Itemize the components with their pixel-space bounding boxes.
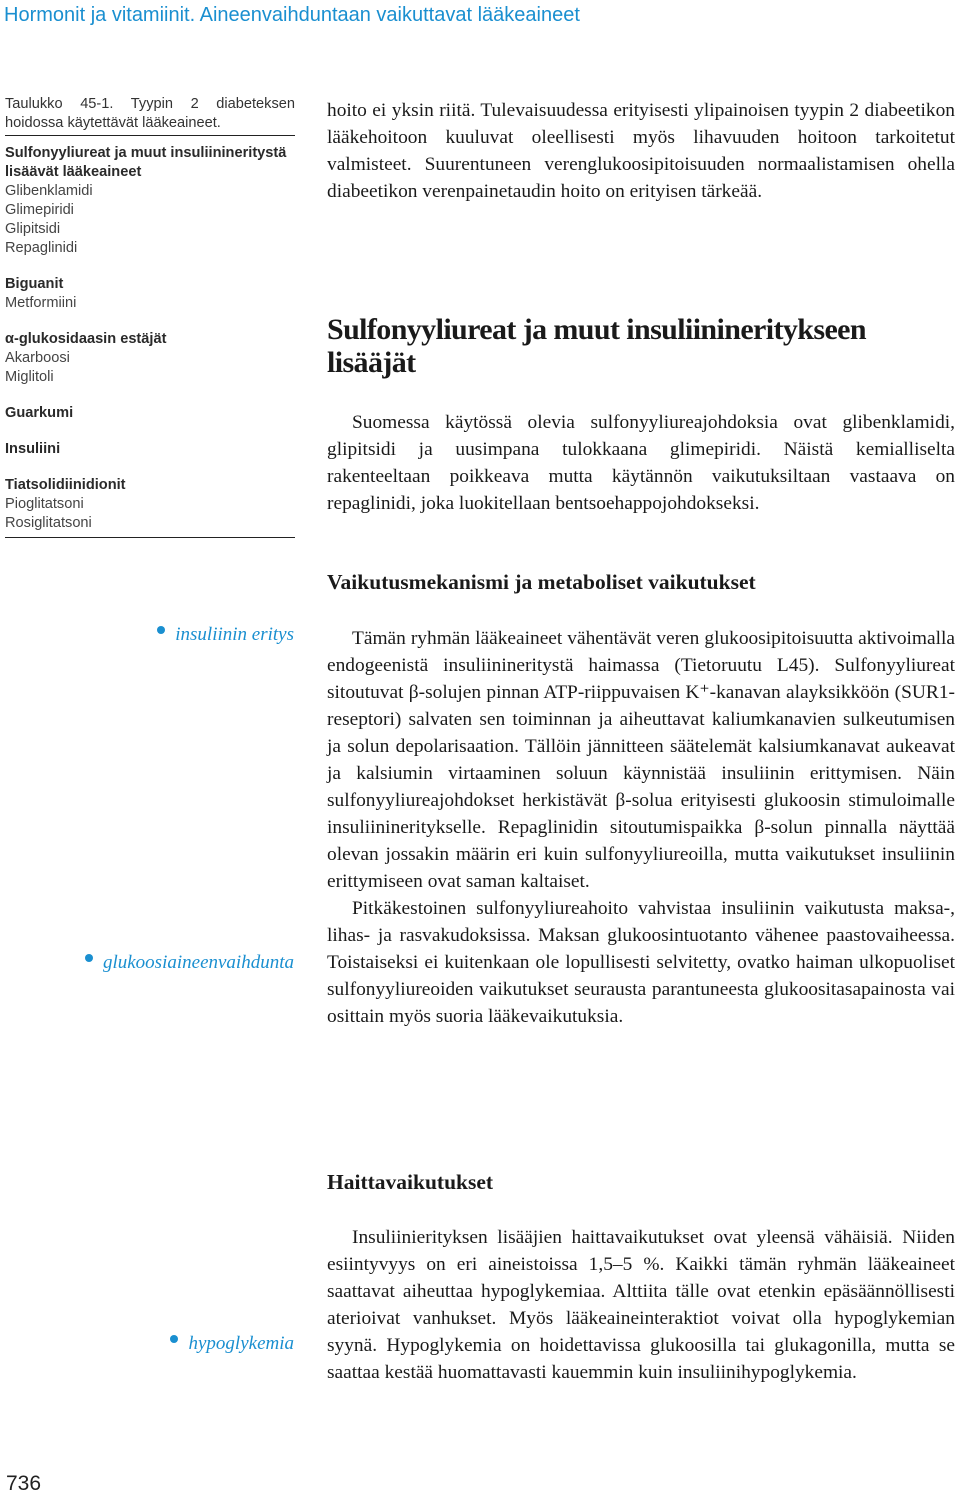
section-title-sulfonyyliureat: Sulfonyyliureat ja muut insuliinineritykseen lisääjät [327, 313, 866, 379]
table-group-head: Insuliini [5, 441, 61, 457]
side-paragraph: Insuliinierityksen lisääjien haittavaikutukset ovat yleensä vähäisiä. Niiden esiintyvyys on eri aineistoissa 1,5–5 %. Kaikki tämän ryhmän lääkeaineet saattavat aiheuttaa hypoglykemiaa. Alttiita tälle ovat etenkin epäsäännöllisesti aterioivat vanhukset. Myös lääkeaineinteraktiot voivat olla hypoglykemian syynä. Hypoglykemia on hoidettavissa glukoosilla tai glukagonilla, mutta se saattaa kestää huomattavasti kauemmin kuin insuliinihypoglykemia. [327, 1227, 955, 1383]
section-haittavaikutukset-body [327, 1224, 955, 1386]
table-item: Pioglitatsoni [5, 496, 84, 512]
table-group-sulfonyylureat [5, 144, 295, 258]
section-title-haittavaikutukset: Haittavaikutukset [327, 1170, 494, 1194]
table-item: Akarboosi [5, 350, 70, 366]
table-item: Glipitsidi [5, 221, 61, 237]
table-item: Glibenklamidi [5, 183, 93, 199]
table-bottom-rule [5, 537, 295, 538]
table-item: Miglitoli [5, 369, 54, 385]
table-caption: Taulukko 45-1. Tyypin 2 diabeteksen hoidossa käytettävät lääkeaineet. [5, 95, 295, 136]
running-header [0, 2, 960, 32]
table-group-biguanit [5, 275, 295, 313]
table-item: Metformiini [5, 295, 77, 311]
bullet-dot-icon [170, 1335, 178, 1343]
section-title-mechanism: Vaikutusmekanismi ja metaboliset vaikutukset [327, 570, 756, 594]
section-mechanism-body [327, 625, 955, 1030]
table-item: Glimepiridi [5, 202, 74, 218]
bullet-dot-icon [85, 954, 93, 962]
intro-text [327, 97, 955, 205]
sulfo-paragraph: Suomessa käytössä olevia sulfonyyliureajohdoksia ovat glibenklamidi, glipitsidi ja uusimpana tulokkaana glimepiridi. Näistä kemialliselta rakenteeltaan poikkeava mutta käytännön vaikutuksiltaan vastaava on repaglinidi, joka luokitellaan bentsoehappojohdokseksi. [327, 412, 955, 514]
margin-note-glukoosiaineenvaihdunta [85, 952, 294, 974]
table-group-head: Sulfonyyliureat ja muut insuliinineritystä lisäävät lääkeaineet [5, 145, 287, 180]
page-number: 736 [6, 1472, 42, 1495]
table-group-tiatsolidiinidionit [5, 476, 295, 533]
table-group-glukosidaasi [5, 330, 295, 387]
margin-note-text: hypoglykemia [188, 1333, 294, 1354]
margin-note-text: glukoosiaineenvaihdunta [102, 952, 294, 973]
table-group-head: α-glukosidaasin estäjät [5, 331, 167, 347]
table-group-head: Biguanit [5, 276, 64, 292]
table-group-head: Tiatsolidiinidionit [5, 477, 126, 493]
mech-paragraph-2: Pitkäkestoinen sulfonyyliureahoito vahvistaa insuliinin vaikutusta maksa-, lihas- ja rasvakudoksissa. Maksan glukoosintuotanto vähenee paastovaiheessa. Toistaiseksi ei kuitenkaan ole lopullisesti selvitetty, ovatko haiman ulkopuoliset sulfonyyliureoiden vaikutukset seurausta parantuneesta glukoositasapainosta vai osittain myös suoria lääkevaikutuksia. [327, 898, 955, 1027]
table-group-guarkumi [5, 404, 295, 423]
mech-paragraph-1: Tämän ryhmän lääkeaineet vähentävät veren glukoosipitoisuutta aktivoimalla endogeenistä insuliinineritystä haimassa (Tietoruutu L45). Sulfonyyliureat sitoutuvat β-solujen pinnan ATP-riippuvaisen K⁺-kanavan alayksikköön (SUR1-reseptori) salvaten sen toiminnan ja aiheuttavat kaliumkanavien sulkeutumisen ja solun depolarisaation. Tällöin jännitteen säätelemät kalsiumkanavat aukeavat ja kalsiumin virtaaminen soluun käynnistää insuliinin erittymisen. Näin sulfonyyliureajohdokset herkistävät β-solua erityisesti glukoosin stimuloimalle insuliinineritykselle. Repaglinidin sitoutumispaikka β-solun pinnalla näyttää olevan jossakin määrin eri kuin sulfonyyliureoilla, mutta vaikutukset insuliinin erittymiseen ovat saman kaltaiset. [327, 628, 955, 892]
table-item: Rosiglitatsoni [5, 515, 92, 531]
bullet-dot-icon [157, 626, 165, 634]
margin-note-insuliinin-eritys [157, 624, 294, 646]
margin-note-hypoglykemia [170, 1333, 294, 1355]
drug-table [5, 95, 295, 538]
table-group-head: Guarkumi [5, 405, 74, 421]
intro-paragraph: hoito ei yksin riitä. Tulevaisuudessa erityisesti ylipainoisen tyypin 2 diabeetikon lääkehoitoon kuuluvat oleellisesti myös lihavuuden hoitoon tarkoitetut valmisteet. Suurentuneen verenglukoosipitoisuuden normaalistamisen ohella diabeetikon verenpainetaudin hoito on erityisen tärkeää. [327, 100, 955, 202]
table-group-insuliini [5, 440, 295, 459]
section-sulfonyyliureat-body [327, 409, 955, 517]
running-header-title: Hormonit ja vitamiinit. Aineenvaihduntaan vaikuttavat lääkeaineet [4, 4, 580, 26]
margin-note-text: insuliinin eritys [175, 624, 294, 645]
table-item: Repaglinidi [5, 240, 78, 256]
